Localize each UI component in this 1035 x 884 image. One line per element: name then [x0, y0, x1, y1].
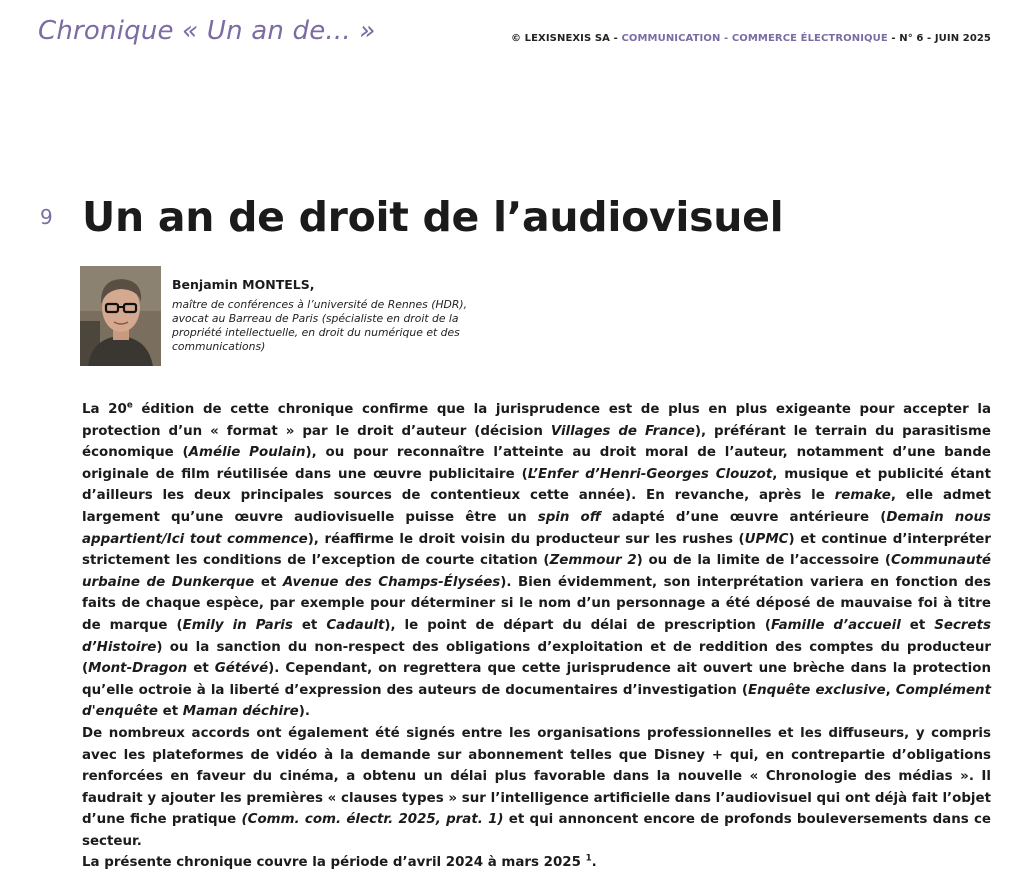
revue-name: COMMUNICATION - COMMERCE ÉLECTRONIQUE	[621, 33, 888, 44]
paragraph-agreements: De nombreux accords ont également été signés entre les organisations professionnelles et les diffuseurs, y compris avec les plateformes de vidéo à la demande sur abonnement telles que Disney + qui, en contrepartie d’obligations renforcées en faveur du cinéma, a obtenu un délai plus favorable dans la nouvelle « Chronologie des médias ». Il faudrait y ajouter les premières « clauses types » sur l’intelligence artificielle dans l’audiovisuel qui ont déjà fait l’objet d’une fiche pratique (Comm. com. électr. 2025, prat. 1) et qui annoncent encore de profonds bouleversements dans ce secteur.	[82, 725, 991, 849]
page-title: Un an de droit de l’audiovisuel	[82, 193, 784, 241]
author-portrait-image	[80, 266, 161, 366]
paragraph-period: La présente chronique couvre la période d’avril 2024 à mars 2025 $^1$.	[82, 854, 597, 871]
article-number: 9	[40, 205, 53, 229]
chronicle-title: Chronique « Un an de... »	[38, 16, 376, 46]
publication-info	[511, 33, 991, 44]
author-photo	[80, 266, 161, 366]
footnote-ref[interactable]: 1	[585, 854, 592, 864]
author-bio: maître de conférences à l’université de Rennes (HDR), avocat au Barreau de Paris (spécialiste en droit de la propriété intellectuelle, en droit du numérique et des communications)	[172, 298, 468, 353]
copyright-text: © LEXISNEXIS SA -	[510, 33, 618, 44]
article-body	[82, 399, 991, 874]
paragraph-intro: La 20e édition de cette chronique confirme que la jurisprudence est de plus en plus exigeante pour accepter la protection d’un « format » par le droit d’auteur (décision Villages de France), préférant le terrain du parasitisme économique (Amélie Poulain), ou pour reconnaître l’atteinte au droit moral de l’auteur, notamment d’une bande originale de film réutilisée dans une œuvre publicitaire (L’Enfer d’Henri-Georges Clouzot, musique et publicité étant d’ailleurs les deux principales sources de contentieux cette année). En revanche, après le remake, elle admet largement qu’une œuvre audiovisuelle puisse être un spin off adapté d’une œuvre antérieure (Demain nous appartient/Ici tout commence), réaffirme le droit voisin du producteur sur les rushes (UPMC) et continue d’interpréter strictement les conditions de l’exception de courte citation (Zemmour 2) ou de la limite de l’accessoire (Communauté urbaine de Dunkerque et Avenue des Champs-Élysées). Bien évidemment, son interprétation variera en fonction des faits de chaque espèce, par exemple pour déterminer si le nom d’un personnage a été déposé de mauvaise foi à titre de marque (Emily in Paris et Cadault), le point de départ du délai de prescription (Famille d’accueil et Secrets d’Histoire) ou la sanction du non-respect des obligations d’exploitation et de reddition des comptes du producteur (Mont-Dragon et Gétévé). Cependant, on regrettera que cette jurisprudence ait ouvert une brèche dans la protection qu’elle octroie à la liberté d’expression des auteurs de documentaires d’investigation (Enquête exclusive, Complément d'enquête et Maman déchire).	[82, 400, 992, 720]
author-name: Benjamin MONTELS,	[172, 277, 315, 292]
issue-info: - N° 6 - JUIN 2025	[891, 33, 991, 44]
